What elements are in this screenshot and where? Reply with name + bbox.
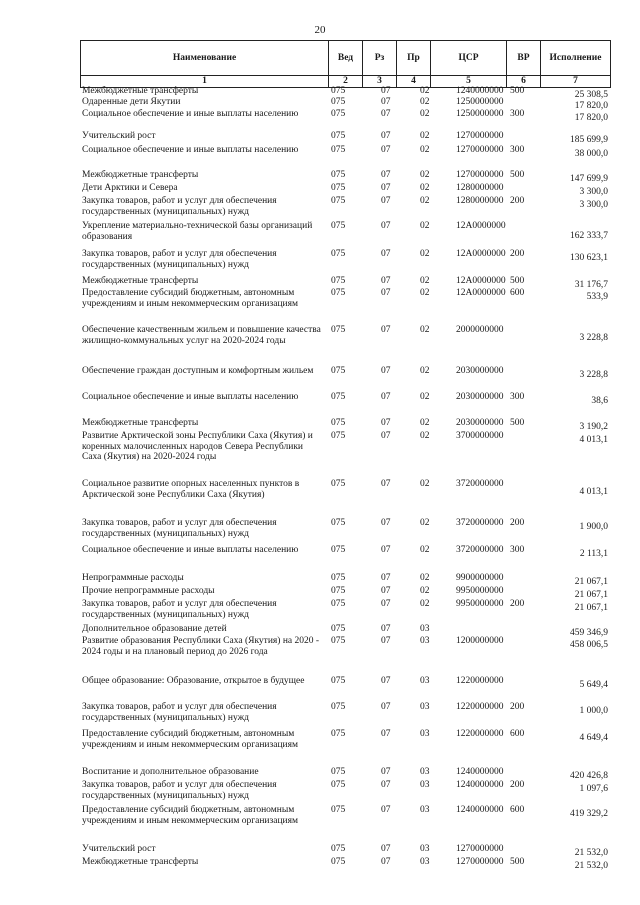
- row-csr: 12А0000000: [456, 288, 506, 298]
- row-csr: 9950000000: [456, 586, 504, 596]
- row-ved: 075: [331, 221, 346, 231]
- header-sum: Исполнение: [541, 41, 611, 76]
- row-sum: 3 228,8: [579, 370, 608, 380]
- row-csr: 1240000000: [456, 86, 504, 96]
- row-csr: 1240000000: [456, 780, 504, 790]
- row-name: Межбюджетные трансферты: [82, 857, 199, 867]
- row-ved: 075: [331, 131, 346, 141]
- row-ved: 075: [331, 805, 346, 815]
- page-number: 20: [314, 24, 326, 36]
- row-ved: 075: [331, 97, 346, 107]
- row-pr: 02: [420, 325, 430, 335]
- row-csr: 1270000000: [456, 857, 504, 867]
- row-pr: 02: [420, 586, 430, 596]
- row-vr: 600: [510, 729, 525, 739]
- row-sum: 162 333,7: [570, 231, 608, 241]
- row-name: Учительский рост: [82, 131, 156, 141]
- row-rz: 07: [381, 221, 391, 231]
- row-pr: 02: [420, 431, 430, 441]
- row-rz: 07: [381, 702, 391, 712]
- row-name: Дети Арктики и Севера: [82, 183, 178, 193]
- row-sum: 17 820,0: [574, 101, 608, 111]
- header-row: [81, 41, 611, 76]
- row-csr: 12А0000000: [456, 249, 506, 259]
- row-sum: 4 013,1: [579, 487, 608, 497]
- row-sum: 1 000,0: [579, 706, 608, 716]
- row-sum: 1 900,0: [579, 522, 608, 532]
- row-sum: 4 649,4: [579, 733, 608, 743]
- row-pr: 02: [420, 131, 430, 141]
- row-ved: 075: [331, 599, 346, 609]
- row-rz: 07: [381, 145, 391, 155]
- row-ved: 075: [331, 366, 346, 376]
- row-name: Прочие непрограммные расходы: [82, 586, 215, 596]
- column-number: 3: [363, 76, 397, 88]
- row-ved: 075: [331, 702, 346, 712]
- row-name: Воспитание и дополнительное образование: [82, 767, 259, 777]
- header-vr: ВР: [507, 41, 541, 76]
- row-vr: 500: [510, 86, 525, 96]
- row-rz: 07: [381, 729, 391, 739]
- row-name: Развитие образования Республики Саха (Якутия) на 2020 - 2024 годы и на плановый период до 2026 года: [82, 636, 320, 657]
- row-pr: 03: [420, 702, 430, 712]
- row-name: Закупка товаров, работ и услуг для обеспечения государственных (муниципальных) нужд: [82, 518, 277, 539]
- row-sum: 3 300,0: [579, 187, 608, 197]
- row-ved: 075: [331, 392, 346, 402]
- row-pr: 02: [420, 545, 430, 555]
- header-name: Наименование: [81, 41, 329, 76]
- row-name: Развитие Арктической зоны Республики Саха (Якутия) и коренных малочисленных народов Севера Республики Саха (Якутия) на 2020-2024 годы: [82, 431, 313, 462]
- row-vr: 500: [510, 857, 525, 867]
- row-vr: 200: [510, 518, 525, 528]
- column-number: 4: [397, 76, 431, 88]
- row-csr: 9900000000: [456, 573, 504, 583]
- row-pr: 02: [420, 249, 430, 259]
- row-rz: 07: [381, 170, 391, 180]
- row-name: Предоставление субсидий бюджетным, автономным учреждениям и иным некоммерческим организациям: [82, 288, 299, 309]
- row-ved: 075: [331, 586, 346, 596]
- row-pr: 02: [420, 170, 430, 180]
- row-rz: 07: [381, 183, 391, 193]
- row-name: Социальное обеспечение и иные выплаты населению: [82, 392, 299, 402]
- row-rz: 07: [381, 805, 391, 815]
- row-ved: 075: [331, 573, 346, 583]
- row-rz: 07: [381, 479, 391, 489]
- row-rz: 07: [381, 97, 391, 107]
- row-vr: 200: [510, 599, 525, 609]
- row-ved: 075: [331, 729, 346, 739]
- row-sum: 3 300,0: [579, 200, 608, 210]
- row-csr: 3720000000: [456, 518, 504, 528]
- row-name: Социальное обеспечение и иные выплаты населению: [82, 545, 299, 555]
- row-rz: 07: [381, 573, 391, 583]
- row-pr: 02: [420, 518, 430, 528]
- row-csr: 1280000000: [456, 196, 504, 206]
- row-ved: 075: [331, 479, 346, 489]
- row-sum: 533,9: [586, 292, 608, 302]
- row-name: Укрепление материально-технической базы организаций образования: [82, 221, 313, 242]
- row-name: Одаренные дети Якутии: [82, 97, 181, 107]
- row-name: Социальное обеспечение и иные выплаты населению: [82, 145, 299, 155]
- column-number: 1: [81, 76, 329, 88]
- row-pr: 02: [420, 221, 430, 231]
- row-rz: 07: [381, 86, 391, 96]
- row-vr: 200: [510, 249, 525, 259]
- row-csr: 1270000000: [456, 131, 504, 141]
- row-sum: 419 329,2: [570, 809, 608, 819]
- row-name: Предоставление субсидий бюджетным, автономным учреждениям и иным некоммерческим организациям: [82, 729, 299, 750]
- row-name: Учительский рост: [82, 844, 156, 854]
- row-vr: 300: [510, 545, 525, 555]
- row-csr: 12А0000000: [456, 276, 506, 286]
- row-ved: 075: [331, 145, 346, 155]
- row-pr: 02: [420, 392, 430, 402]
- row-ved: 075: [331, 288, 346, 298]
- row-csr: 1270000000: [456, 145, 504, 155]
- row-csr: 1270000000: [456, 170, 504, 180]
- row-rz: 07: [381, 418, 391, 428]
- row-pr: 03: [420, 767, 430, 777]
- row-ved: 075: [331, 780, 346, 790]
- row-ved: 075: [331, 196, 346, 206]
- row-sum: 147 699,9: [570, 174, 608, 184]
- row-csr: 2000000000: [456, 325, 504, 335]
- row-rz: 07: [381, 624, 391, 634]
- row-sum: 3 190,2: [579, 422, 608, 432]
- column-number: 2: [329, 76, 363, 88]
- row-vr: 200: [510, 702, 525, 712]
- row-csr: 1280000000: [456, 183, 504, 193]
- row-rz: 07: [381, 636, 391, 646]
- row-vr: 500: [510, 418, 525, 428]
- row-name: Общее образование: Образование, открытое в будущее: [82, 676, 305, 686]
- row-name: Закупка товаров, работ и услуг для обеспечения государственных (муниципальных) нужд: [82, 599, 277, 620]
- row-name: Закупка товаров, работ и услуг для обеспечения государственных (муниципальных) нужд: [82, 249, 277, 270]
- row-vr: 500: [510, 276, 525, 286]
- row-pr: 03: [420, 676, 430, 686]
- row-ved: 075: [331, 325, 346, 335]
- row-sum: 21 067,1: [574, 603, 608, 613]
- header-csr: ЦСР: [431, 41, 507, 76]
- row-rz: 07: [381, 857, 391, 867]
- row-rz: 07: [381, 249, 391, 259]
- row-sum: 458 006,5: [570, 640, 608, 650]
- row-csr: 1240000000: [456, 767, 504, 777]
- row-sum: 1 097,6: [579, 784, 608, 794]
- column-number: 7: [541, 76, 611, 88]
- row-pr: 02: [420, 196, 430, 206]
- row-csr: 3700000000: [456, 431, 504, 441]
- row-sum: 21 067,1: [574, 577, 608, 587]
- row-rz: 07: [381, 518, 391, 528]
- row-name: Социальное обеспечение и иные выплаты населению: [82, 109, 299, 119]
- row-ved: 075: [331, 676, 346, 686]
- row-pr: 03: [420, 844, 430, 854]
- row-pr: 02: [420, 418, 430, 428]
- row-vr: 500: [510, 170, 525, 180]
- row-pr: 03: [420, 729, 430, 739]
- row-csr: 9950000000: [456, 599, 504, 609]
- row-ved: 075: [331, 109, 346, 119]
- row-sum: 38 000,0: [574, 149, 608, 159]
- column-number: 5: [431, 76, 507, 88]
- row-sum: 4 013,1: [579, 435, 608, 445]
- row-csr: 1220000000: [456, 702, 504, 712]
- header-pr: Пр: [397, 41, 431, 76]
- row-csr: 3720000000: [456, 545, 504, 555]
- row-csr: 2030000000: [456, 418, 504, 428]
- row-ved: 075: [331, 418, 346, 428]
- row-csr: 1270000000: [456, 844, 504, 854]
- row-csr: 2030000000: [456, 366, 504, 376]
- row-pr: 02: [420, 183, 430, 193]
- row-ved: 075: [331, 86, 346, 96]
- row-pr: 02: [420, 145, 430, 155]
- row-ved: 075: [331, 767, 346, 777]
- row-pr: 02: [420, 573, 430, 583]
- row-pr: 02: [420, 288, 430, 298]
- row-pr: 02: [420, 86, 430, 96]
- table-header: [80, 40, 610, 88]
- row-csr: 3720000000: [456, 479, 504, 489]
- row-pr: 02: [420, 276, 430, 286]
- row-ved: 075: [331, 170, 346, 180]
- row-rz: 07: [381, 288, 391, 298]
- row-vr: 200: [510, 196, 525, 206]
- row-sum: 5 649,4: [579, 680, 608, 690]
- row-ved: 075: [331, 276, 346, 286]
- row-name: Закупка товаров, работ и услуг для обеспечения государственных (муниципальных) нужд: [82, 196, 277, 217]
- row-rz: 07: [381, 599, 391, 609]
- row-ved: 075: [331, 857, 346, 867]
- row-name: Дополнительное образование детей: [82, 624, 227, 634]
- row-name: Предоставление субсидий бюджетным, автономным учреждениям и иным некоммерческим организациям: [82, 805, 299, 826]
- row-sum: 38,6: [591, 396, 608, 406]
- row-rz: 07: [381, 767, 391, 777]
- row-rz: 07: [381, 392, 391, 402]
- row-rz: 07: [381, 586, 391, 596]
- row-pr: 03: [420, 857, 430, 867]
- row-rz: 07: [381, 109, 391, 119]
- row-ved: 075: [331, 624, 346, 634]
- row-rz: 07: [381, 545, 391, 555]
- row-sum: 21 532,0: [574, 848, 608, 858]
- row-name: Межбюджетные трансферты: [82, 276, 199, 286]
- row-ved: 075: [331, 844, 346, 854]
- column-number: 6: [507, 76, 541, 88]
- row-csr: 1200000000: [456, 636, 504, 646]
- row-sum: 2 113,1: [579, 549, 608, 559]
- row-vr: 300: [510, 145, 525, 155]
- row-rz: 07: [381, 276, 391, 286]
- row-name: Непрограммные расходы: [82, 573, 184, 583]
- row-vr: 600: [510, 288, 525, 298]
- row-sum: 21 532,0: [574, 861, 608, 871]
- row-ved: 075: [331, 249, 346, 259]
- row-pr: 03: [420, 636, 430, 646]
- row-csr: 1250000000: [456, 97, 504, 107]
- row-vr: 300: [510, 392, 525, 402]
- row-name: Закупка товаров, работ и услуг для обеспечения государственных (муниципальных) нужд: [82, 702, 277, 723]
- row-pr: 02: [420, 109, 430, 119]
- row-sum: 21 067,1: [574, 590, 608, 600]
- row-rz: 07: [381, 844, 391, 854]
- row-rz: 07: [381, 325, 391, 335]
- row-name: Межбюджетные трансферты: [82, 170, 199, 180]
- row-vr: 300: [510, 109, 525, 119]
- row-csr: 1220000000: [456, 729, 504, 739]
- row-sum: 3 228,8: [579, 333, 608, 343]
- row-sum: 31 176,7: [574, 280, 608, 290]
- row-ved: 075: [331, 545, 346, 555]
- row-rz: 07: [381, 431, 391, 441]
- header-rz: Рз: [363, 41, 397, 76]
- row-ved: 075: [331, 518, 346, 528]
- row-pr: 02: [420, 366, 430, 376]
- header-ved: Вед: [329, 41, 363, 76]
- row-ved: 075: [331, 636, 346, 646]
- row-name: Обеспечение граждан доступным и комфортным жильем: [82, 366, 314, 376]
- row-sum: 130 623,1: [570, 253, 608, 263]
- row-pr: 03: [420, 624, 430, 634]
- row-name: Социальное развитие опорных населенных пунктов в Арктической зоне Республики Саха (Якутия): [82, 479, 300, 500]
- row-name: Обеспечение качественным жильем и повышение качества жилищно-коммунальных услуг на 2020-2024 годы: [82, 325, 321, 346]
- row-ved: 075: [331, 431, 346, 441]
- row-csr: 1220000000: [456, 676, 504, 686]
- row-rz: 07: [381, 196, 391, 206]
- row-pr: 02: [420, 599, 430, 609]
- row-rz: 07: [381, 131, 391, 141]
- row-sum: 185 699,9: [570, 135, 608, 145]
- row-rz: 07: [381, 676, 391, 686]
- row-sum: 459 346,9: [570, 628, 608, 638]
- row-csr: 1240000000: [456, 805, 504, 815]
- row-sum: 25 308,5: [574, 90, 608, 100]
- row-pr: 02: [420, 97, 430, 107]
- row-pr: 03: [420, 805, 430, 815]
- row-ved: 075: [331, 183, 346, 193]
- row-sum: 420 426,8: [570, 771, 608, 781]
- row-name: Межбюджетные трансферты: [82, 86, 199, 96]
- row-pr: 03: [420, 780, 430, 790]
- row-vr: 200: [510, 780, 525, 790]
- row-pr: 02: [420, 479, 430, 489]
- row-name: Межбюджетные трансферты: [82, 418, 199, 428]
- row-rz: 07: [381, 780, 391, 790]
- row-sum: 17 820,0: [574, 113, 608, 123]
- row-vr: 600: [510, 805, 525, 815]
- row-rz: 07: [381, 366, 391, 376]
- row-csr: 2030000000: [456, 392, 504, 402]
- row-name: Закупка товаров, работ и услуг для обеспечения государственных (муниципальных) нужд: [82, 780, 277, 801]
- row-csr: 12А0000000: [456, 221, 506, 231]
- row-csr: 1250000000: [456, 109, 504, 119]
